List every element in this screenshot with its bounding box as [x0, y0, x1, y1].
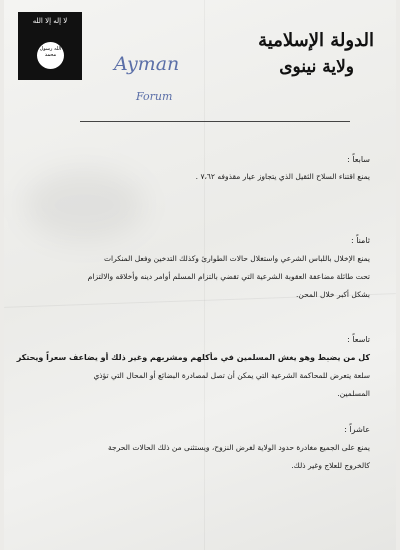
section-text-line: كالخروج للعلاج وغير ذلك.: [291, 461, 370, 470]
section-text-line: بشكل أكبر خلال المحن.: [295, 290, 370, 299]
section-text-line: يمنع اقتناء السلاح الثقيل الذي يتجاوز عيار مقذوفه ٧،٦٢ .: [195, 172, 370, 181]
section-text-line: يمنع الإخلال باللباس الشرعي واستغلال حالات الطوارئ وكذلك التدخين وفعل المنكرات: [103, 254, 370, 263]
section-heading: سابعاً :: [347, 155, 370, 164]
section-heading: عاشراً :: [344, 425, 370, 434]
handwritten-name: Ayman: [114, 53, 180, 75]
flag-text: لا إله إلا الله: [32, 17, 68, 25]
section-text-line: تحت طائلة مضاعفة العقوبة الشرعية التي تقضي بالتزام المسلم أوامر دينه وأخلاقه والالتزام: [87, 272, 370, 281]
section-text-line: كل من يضبط وهو يغش المسلمين في مأكلهم ومشربهم وغير ذلك أو يضاعف سعراً ويحتكر: [16, 353, 370, 362]
section-heading: ثامناً :: [350, 236, 370, 245]
state-letterhead: [246, 22, 376, 80]
handwritten-city: Forum: [136, 90, 173, 103]
seal-text: الله رسول محمد: [39, 46, 62, 58]
black-flag-logo: [18, 12, 82, 80]
section-text-line: المسلمين.: [337, 389, 370, 398]
section-text-line: سلعة يتعرض للمحاكمة الشرعية التي يمكن أن تصل لمصادرة البضائع أو المحال التي تؤذي: [93, 371, 370, 380]
section-heading: تاسعاً :: [347, 335, 370, 344]
paper-smudge: [24, 170, 144, 240]
handwritten-annotation: [112, 42, 202, 112]
section-text-line: يمنع على الجميع مغادرة حدود الولاية لغرض النزوح، ويستثنى من ذلك الحالات الحرجة: [108, 443, 370, 452]
header-rule: [80, 121, 350, 122]
province-name: ولاية نينوى: [279, 57, 354, 77]
state-name: الدولة الإسلامية: [258, 30, 374, 51]
